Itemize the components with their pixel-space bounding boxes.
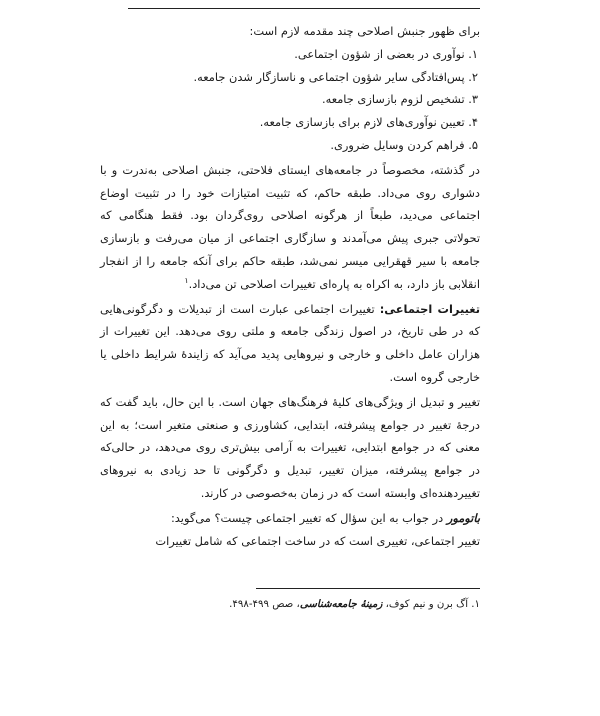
bottomore-paragraph xyxy=(100,507,480,530)
main-text xyxy=(100,20,480,552)
footnote-rule xyxy=(256,588,480,589)
social-change-text: تغییرات اجتماعی عبارت است از تبدیلات و دگرگونی‌هایی که در طی تاریخ، در اصول زندگی جامعه و ملتی روی می‌دهد. این تغییرات از هزاران عامل داخلی و خارجی و نیروهایی پدید می‌آید که زایندهٔ شرایط داخلی یا خارجی گروه است. xyxy=(100,301,480,384)
prerequisite-list xyxy=(100,43,480,157)
bottomore-quote-line: تغییر اجتماعی، تغییری است که در ساخت اجتماعی که شامل تغییرات xyxy=(155,533,480,548)
list-item: ۲. پس‌افتادگی سایر شؤون اجتماعی و ناسازگار شدن جامعه. xyxy=(193,69,478,84)
footnote-book-title: زمینهٔ جامعه‌شناسی xyxy=(299,599,383,610)
bottomore-question: در جواب به این سؤال که تغییر اجتماعی چیست؟ می‌گوید: xyxy=(170,510,447,525)
footnote-reference: ۱ xyxy=(184,275,189,285)
list-item: ۱. نوآوری در بعضی از شؤون اجتماعی. xyxy=(294,46,478,61)
footnote-authors: ۱. آگ برن و نیم کوف، xyxy=(382,599,480,610)
footnote xyxy=(100,596,480,614)
history-paragraph-text: در گذشته، مخصوصاً در جامعه‌های ایستای فلاحتی، جنبش اصلاحی به‌ندرت و با دشواری روی می‌داد. طبقه حاکم، که تثبیت امتیازات خود را در تثبیت اوضاع اجتماعی می‌دید، طبعاً از هرگونه اصلاحی روی‌گردان بود. فقط هنگامی که تحولاتی جبری پیش می‌آمدند و سازگاری اجتماعی از میان می‌رفت و بازسازی جامعه با سیر قهقرایی میسر نمی‌شد، طبقه حاکم برای آنکه جامعه را از انفجار انقلابی باز دارد، به اکراه به پاره‌ای تغییرات اصلاحی تن می‌داد. xyxy=(100,162,480,291)
list-item: ۵. فراهم کردن وسایل ضروری. xyxy=(330,137,478,152)
social-change-paragraph xyxy=(100,298,480,389)
intro-line: برای ظهور جنبش اصلاحی چند مقدمه لازم است: xyxy=(249,24,480,38)
footnote-pages: ، صص ۴۹۹-۴۹۸. xyxy=(229,599,300,610)
author-name: باتومور xyxy=(446,510,480,525)
list-item: ۴. تعیین نوآوری‌های لازم برای بازسازی جامعه. xyxy=(259,115,478,130)
change-rate-paragraph: تغییر و تبدیل از ویژگی‌های کلیهٔ فرهنگ‌های جهان است. با این حال، باید گفت که درجهٔ تغییر در جوامع پیشرفته، ابتدایی، کشاورزی و صنعتی متغیر است؛ به این معنی که در جوامع ابتدایی، تغییرات به آرامی بیش‌تری روی می‌دهد، در حالی‌که در جوامع پیشرفته، میزان تغییر، تبدیل و دگرگونی تا حد زیادی به نیروهای تغییردهنده‌ای وابسته است که در زمان به‌خصوصی در کارند. xyxy=(100,394,480,500)
list-item: ۳. تشخیص لزوم بازسازی جامعه. xyxy=(321,92,478,107)
history-paragraph xyxy=(100,159,480,296)
term-heading: تغییرات اجتماعی: xyxy=(379,301,480,316)
header-rule xyxy=(128,8,480,9)
